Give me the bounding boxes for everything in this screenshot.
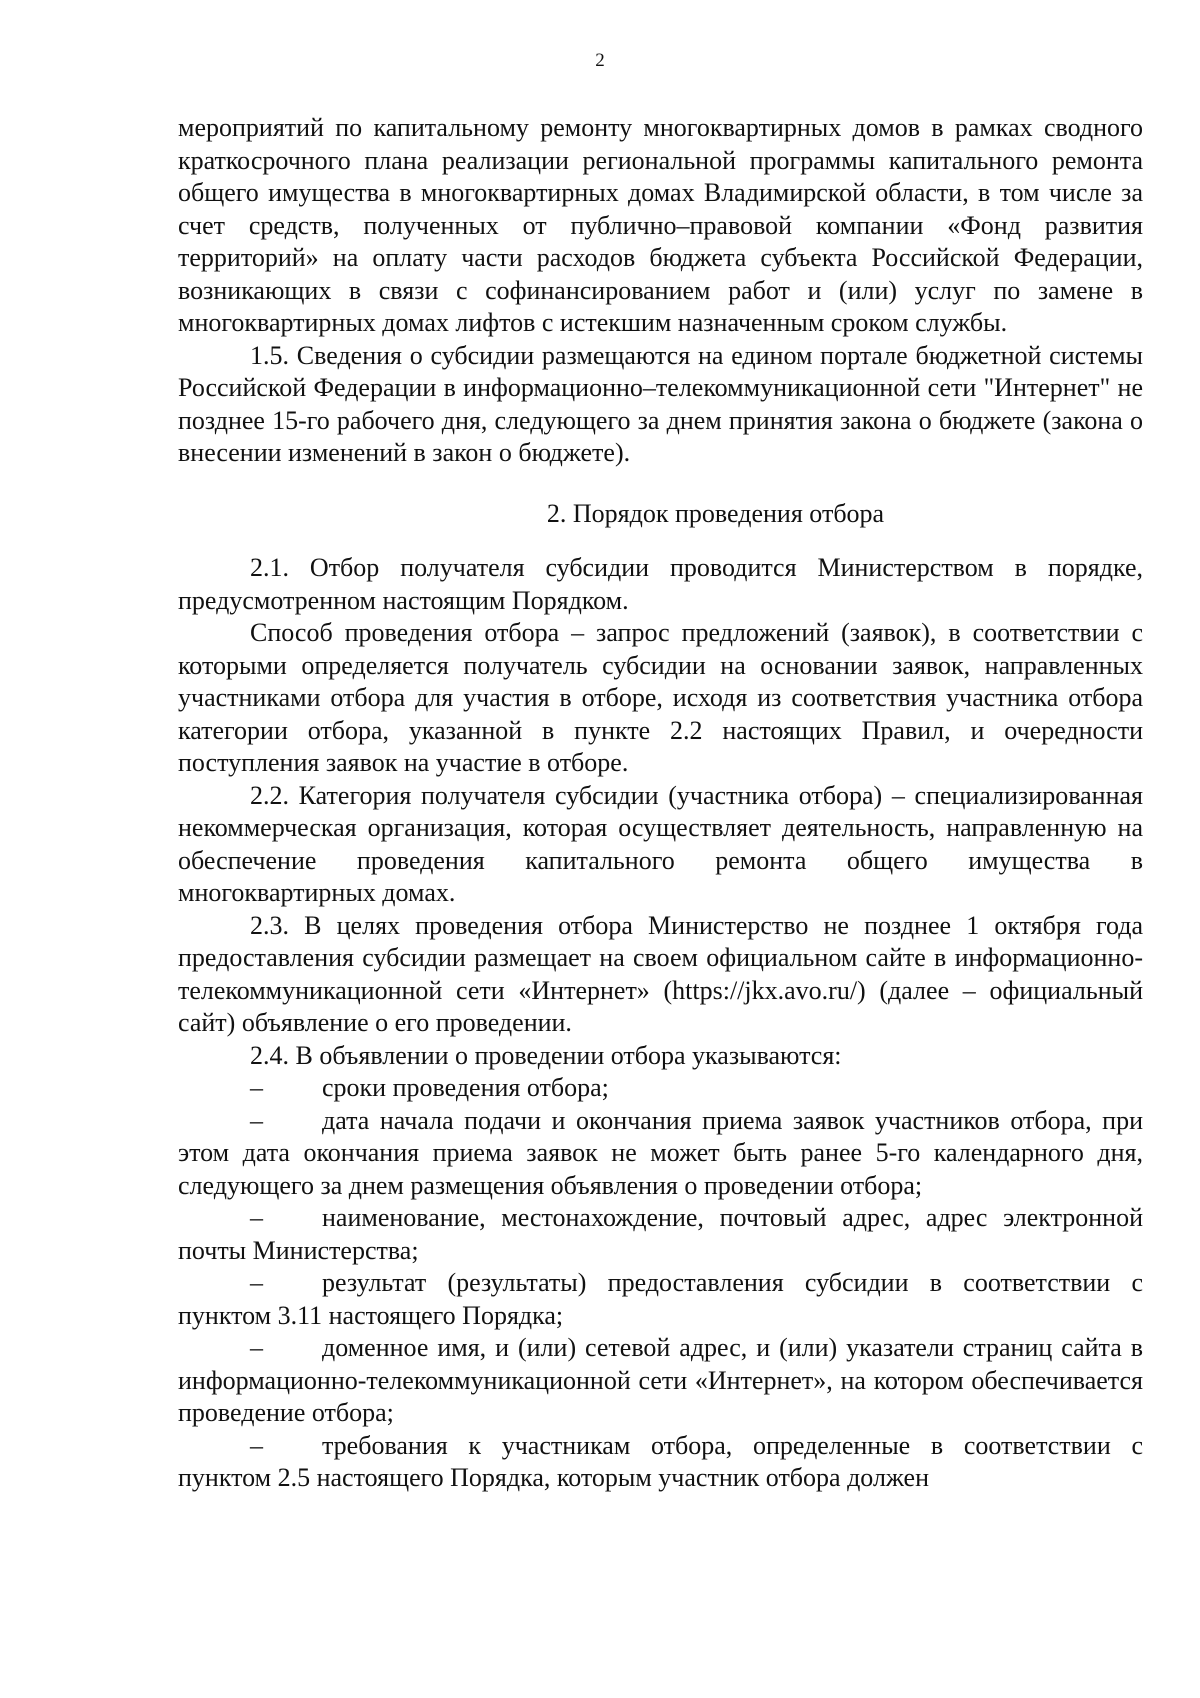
list-dash: – bbox=[250, 1333, 263, 1362]
paragraph-intro-continuation: мероприятий по капитальному ремонту многоквартирных домов в рамках сводного краткосрочного плана реализации региональной программы капитального ремонта общего имущества в многоквартирных домах Владимирской области, в том числе за счет средств, полученных от публично–правовой компании «Фонд развития территорий» на оплату части расходов бюджета субъекта Российской Федерации, возникающих в связи с софинансированием работ и (или) услуг по замене в многоквартирных домах лифтов с истекшим назначенным сроком службы. bbox=[178, 113, 1143, 337]
list-item-text: дата начала подачи и окончания приема заявок участников отбора, при этом дата окончания приема заявок не может быть ранее 5-го календарного дня, следующего за днем размещения объявления о проведении отбора; bbox=[178, 1105, 1143, 1200]
list-dash: – bbox=[250, 1203, 263, 1232]
list-item bbox=[178, 1202, 1143, 1267]
list-item bbox=[178, 1332, 1143, 1430]
paragraph-2-1: 2.1. Отбор получателя субсидии проводится Министерством в порядке, предусмотренном настоящим Порядком. bbox=[178, 553, 1143, 615]
paragraph-selection-method: Способ проведения отбора – запрос предложений (заявок), в соответствии с которыми определяется получатель субсидии на основании заявок, направленных участниками отбора для участия в отборе, исходя из соответствия участника отбора категории отбора, указанной в пункте 2.2 настоящих Правил, и очередности поступления заявок на участие в отборе. bbox=[178, 618, 1143, 777]
list-item-text: результат (результаты) предоставления субсидии в соответствии с пунктом 3.11 настоящего Порядка; bbox=[178, 1268, 1143, 1330]
paragraph-1-5: 1.5. Сведения о субсидии размещаются на едином портале бюджетной системы Российской Федерации в информационно–телекоммуникационной сети "Интернет" не позднее 15-го рабочего дня, следующего за днем принятия закона о бюджете (закона о внесении изменений в закон о бюджете). bbox=[178, 340, 1143, 467]
list-item bbox=[178, 1072, 1143, 1105]
paragraph-2-4: 2.4. В объявлении о проведении отбора указываются: bbox=[250, 1040, 842, 1070]
list-dash: – bbox=[250, 1073, 263, 1102]
announcement-requirements-list bbox=[178, 1072, 1143, 1495]
list-item-text: доменное имя, и (или) сетевой адрес, и (или) указатели страниц сайта в информационно-телекоммуникационной сети «Интернет», на котором обеспечивается проведение отбора; bbox=[178, 1333, 1143, 1427]
paragraph-2-2: 2.2. Категория получателя субсидии (участника отбора) – специализированная некоммерческая организация, которая осуществляет деятельность, направленную на обеспечение проведения капитального ремонта общего имущества в многоквартирных домах. bbox=[178, 780, 1143, 907]
list-dash: – bbox=[250, 1268, 263, 1297]
list-item bbox=[178, 1267, 1143, 1332]
list-dash: – bbox=[250, 1430, 263, 1460]
list-dash: – bbox=[250, 1105, 263, 1135]
list-item bbox=[178, 1105, 1143, 1203]
list-item-text: наименование, местонахождение, почтовый адрес, адрес электронной почты Министерства; bbox=[178, 1203, 1143, 1265]
section-heading: 2. Порядок проведения отбора bbox=[546, 498, 885, 528]
list-item bbox=[178, 1430, 1143, 1495]
list-item-text: требования к участникам отбора, определенные в соответствии с пунктом 2.5 настоящего Порядка, которым участник отбора должен bbox=[178, 1430, 1143, 1492]
page-number: 2 bbox=[595, 50, 605, 71]
paragraph-2-3: 2.3. В целях проведения отбора Министерство не позднее 1 октября года предоставления субсидии размещает на своем официальном сайте в информационно-телекоммуникационной сети «Интернет» (https://jkx.avo.ru/) (далее – официальный сайт) объявление о его проведении. bbox=[178, 910, 1143, 1037]
list-item-text: сроки проведения отбора; bbox=[322, 1073, 609, 1102]
document-body bbox=[178, 112, 1143, 1495]
